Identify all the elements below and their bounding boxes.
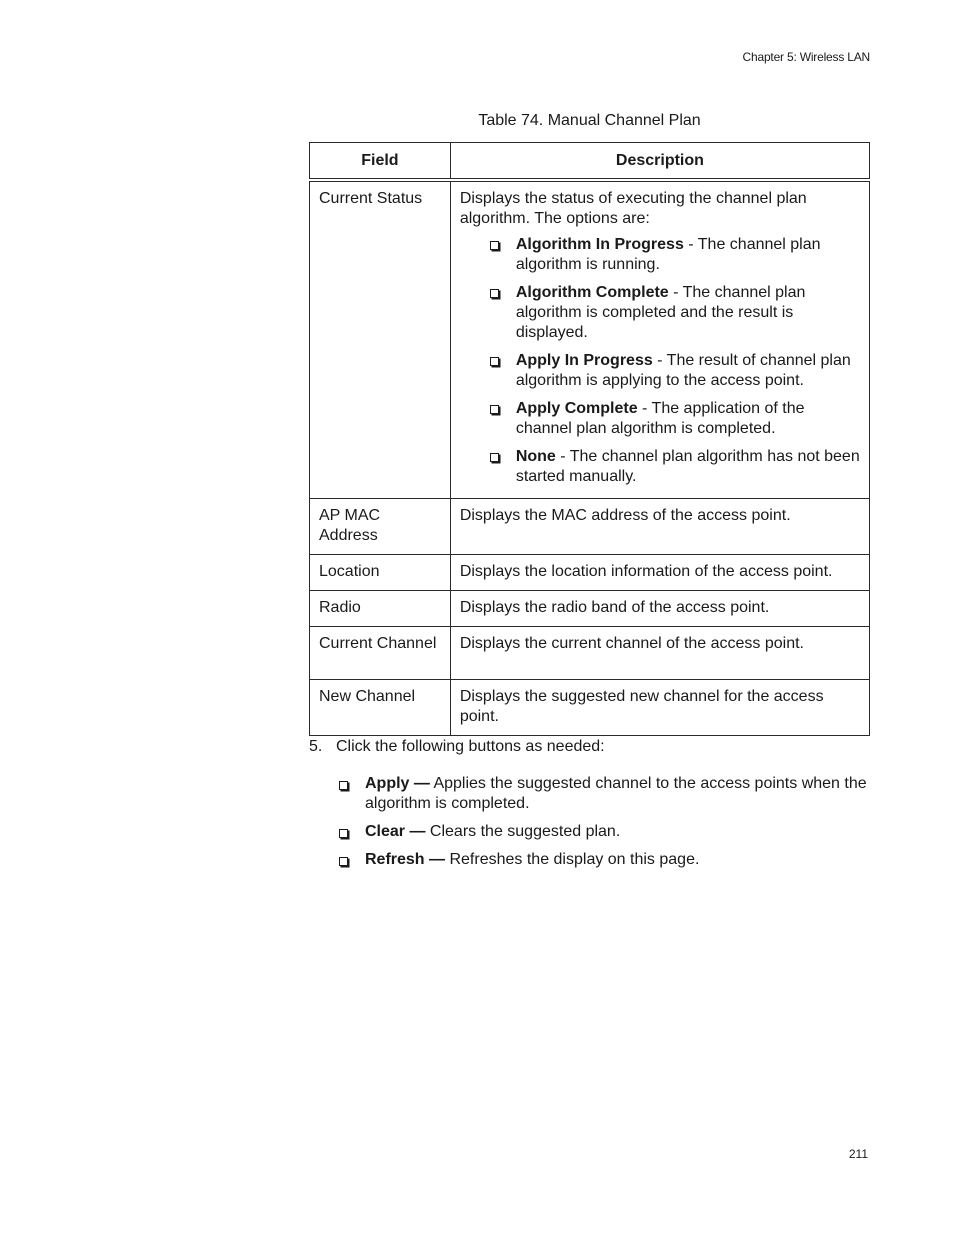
- table-row: [310, 180, 870, 498]
- list-item: [488, 283, 860, 343]
- status-intro: Displays the status of executing the channel plan algorithm. The options are:: [459, 190, 807, 227]
- option-term: None: [515, 448, 556, 465]
- description-cell: Displays the suggested new channel for the access point.: [450, 679, 869, 735]
- field-cell: AP MAC Address: [310, 498, 451, 554]
- manual-channel-plan-table: [309, 142, 870, 736]
- description-cell: Displays the radio band of the access point.: [450, 590, 869, 626]
- button-term: Clear —: [365, 823, 426, 840]
- option-text: - The result of channel plan algorithm is applying to the access point.: [515, 352, 851, 389]
- description-cell: Displays the location information of the access point.: [450, 554, 869, 590]
- list-item: [488, 399, 860, 439]
- option-text: - The application of the channel plan algorithm is completed.: [515, 400, 805, 437]
- option-term: Algorithm Complete: [515, 284, 669, 301]
- checkbox-bullet-icon: [490, 357, 499, 366]
- page-number: 211: [848, 1147, 868, 1161]
- description-column-header: Description: [450, 143, 869, 181]
- table-caption: Table 74. Manual Channel Plan: [478, 112, 701, 129]
- checkbox-bullet-icon: [339, 829, 348, 838]
- table-row: [310, 498, 870, 554]
- list-item: [337, 850, 877, 870]
- button-term: Refresh —: [365, 851, 446, 868]
- step-number: 5.: [309, 738, 323, 755]
- list-item: [488, 235, 860, 275]
- field-cell: Current Channel: [310, 626, 451, 679]
- button-text: Refreshes the display on this page.: [445, 851, 700, 868]
- status-options-list: [460, 235, 860, 487]
- option-text: - The channel plan algorithm is running.: [515, 236, 821, 273]
- field-cell: Radio: [310, 590, 451, 626]
- button-descriptions-list: [337, 774, 877, 878]
- option-term: Apply In Progress: [515, 352, 653, 369]
- checkbox-bullet-icon: [490, 241, 499, 250]
- step-instruction: [309, 738, 605, 756]
- option-text: - The channel plan algorithm is completed and the result is displayed.: [515, 284, 806, 341]
- checkbox-bullet-icon: [339, 781, 348, 790]
- checkbox-bullet-icon: [339, 857, 348, 866]
- list-item: [337, 822, 877, 842]
- button-text: Clears the suggested plan.: [425, 823, 621, 840]
- list-item: [337, 774, 877, 814]
- field-cell: Current Status: [310, 180, 451, 498]
- list-item: [488, 447, 860, 487]
- button-term: Apply —: [365, 775, 430, 792]
- table-row: [310, 626, 870, 679]
- list-item: [488, 351, 860, 391]
- field-cell: New Channel: [310, 679, 451, 735]
- table-row: [310, 590, 870, 626]
- checkbox-bullet-icon: [490, 289, 499, 298]
- description-cell: Displays the MAC address of the access point.: [450, 498, 869, 554]
- step-text: Click the following buttons as needed:: [336, 738, 605, 755]
- option-term: Algorithm In Progress: [515, 236, 684, 253]
- checkbox-bullet-icon: [490, 405, 499, 414]
- table-header-row: [310, 143, 870, 181]
- description-cell: [450, 180, 869, 498]
- table-row: [310, 679, 870, 735]
- checkbox-bullet-icon: [490, 453, 499, 462]
- option-text: - The channel plan algorithm has not been started manually.: [515, 448, 860, 485]
- option-term: Apply Complete: [515, 400, 638, 417]
- field-column-header: Field: [310, 143, 451, 181]
- chapter-header: Chapter 5: Wireless LAN: [742, 50, 870, 64]
- button-text: Applies the suggested channel to the access points when the algorithm is completed.: [365, 775, 867, 812]
- table-row: [310, 554, 870, 590]
- description-cell: Displays the current channel of the access point.: [450, 626, 869, 679]
- field-cell: Location: [310, 554, 451, 590]
